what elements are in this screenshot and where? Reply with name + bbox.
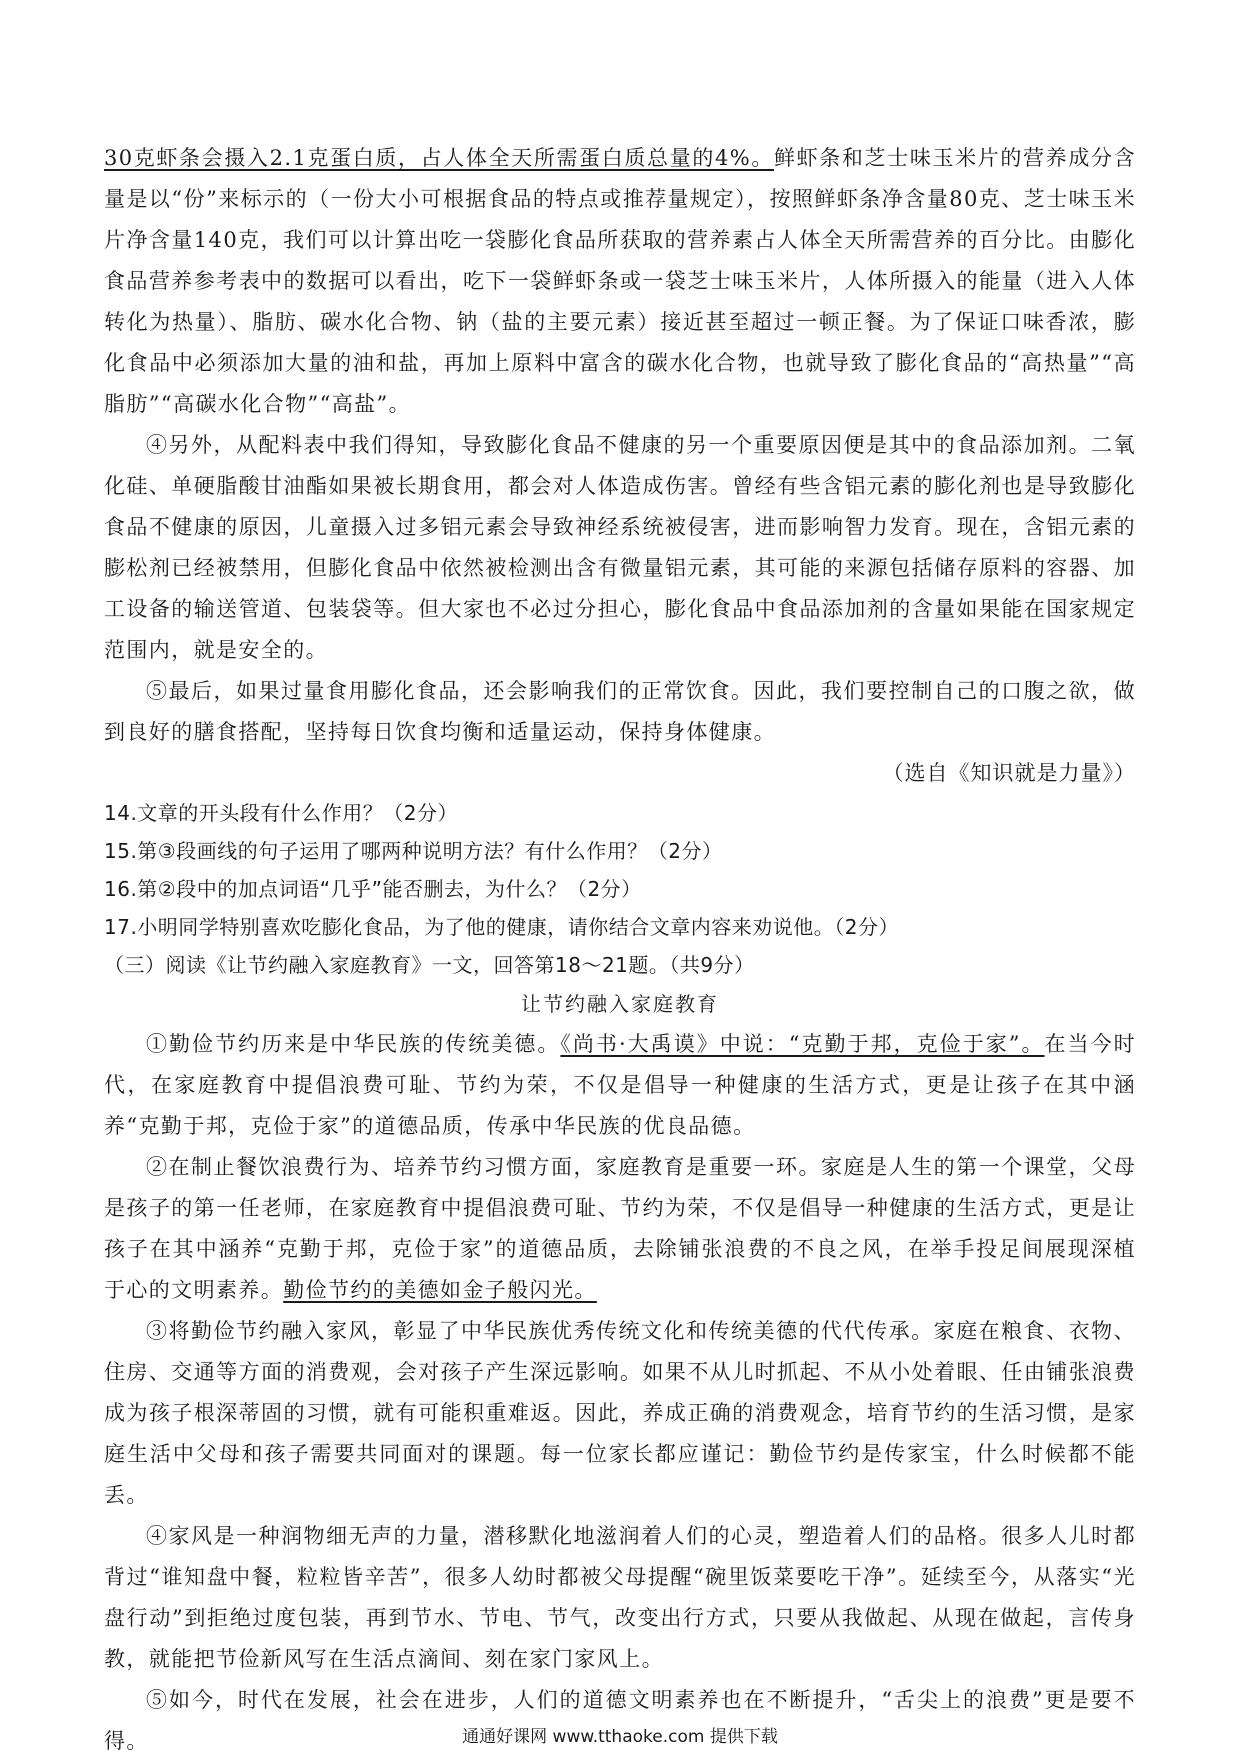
underlined-quote: 《尚书·大禹谟》中说：“克勤于邦，克俭于家”。 bbox=[560, 1032, 1045, 1056]
passage1-paragraph-4: ④另外，从配料表中我们得知，导致膨化食品不健康的另一个重要原因便是其中的食品添加剂。二氧化硅、单硬脂酸甘油酯如果被长期食用，都会对人体造成伤害。曾经有些含铝元素的膨化剂也是导致膨化食品不健康的原因，儿童摄入过多铝元素会导致神经系统被侵害，进而影响智力发育。现在，含铝元素的膨松剂已经被禁用，但膨化食品中依然被检测出含有微量铝元素，其可能的来源包括储存原料的容器、加工设备的输送管道、包装袋等。但大家也不必过分担心，膨化食品中食品添加剂的含量如果能在国家规定范围内，就是安全的。 bbox=[104, 433, 1136, 662]
paragraph-1-rest: 在当今时代，在家庭教育中提倡浪费可耻、节约为荣，不仅是倡导一种健康的生活方式，更是让孩子在其中涵养“克勤于邦，克俭于家”的道德品质，传承中华民族的优良品德。 bbox=[104, 1032, 1136, 1138]
paragraph-2-main: ②在制止餐饮浪费行为、培养节约习惯方面，家庭教育是重要一环。家庭是人生的第一个课堂，父母是孩子的第一任老师，在家庭教育中提倡浪费可耻、节约为荣，不仅是倡导一种健康的生活方式，更是让孩子在其中涵养“克勤于邦，克俭于家”的道德品质，去除铺张浪费的不良之风，在举手投足间展现深植于心的文明素养。 bbox=[104, 1155, 1136, 1302]
article-paragraph-2 bbox=[104, 1147, 1136, 1311]
article-paragraph-5: ⑤如今，时代在发展，社会在进步，人们的道德文明素养也在不断提升，“舌尖上的浪费”更是要不得。 bbox=[104, 1688, 1136, 1753]
article-paragraph-3: ③将勤俭节约融入家风，彰显了中华民族优秀传统文化和传统美德的代代传承。家庭在粮食、衣物、住房、交通等方面的消费观，会对孩子产生深远影响。如果不从儿时抓起、不从小处着眼、任由铺张浪费成为孩子根深蒂固的习惯，就有可能积重难返。因此，养成正确的消费观念，培育节约的生活习惯，是家庭生活中父母和孩子需要共同面对的课题。每一位家长都应谨记：勤俭节约是传家宝，什么时候都不能丢。 bbox=[104, 1319, 1136, 1507]
page-footer: 通通好课网 www.tthaoke.com 提供下载 bbox=[462, 1727, 778, 1747]
paragraph-1-start: ①勤俭节约历来是中华民族的传统美德。 bbox=[146, 1032, 561, 1056]
question-17: 17.小明同学特别喜欢吃膨化食品，为了他的健康，请你结合文章内容来劝说他。（2分） bbox=[104, 915, 900, 939]
underlined-metaphor: 勤俭节约的美德如金子般闪光。 bbox=[283, 1278, 597, 1302]
section-3-heading: （三）阅读《让节约融入家庭教育》一文，回答第18～21题。（共9分） bbox=[104, 953, 755, 977]
article-paragraph-4: ④家风是一种润物细无声的力量，潜移默化地滋润着人们的心灵，塑造着人们的品格。很多人儿时都背过“谁知盘中餐，粒粒皆辛苦”，很多人幼时都被父母提醒“碗里饭菜要吃干净”。延续至今，从落实“光盘行动”到拒绝过度包装，再到节水、节电、节气，改变出行方式，只要从我做起、从现在做起，言传身教，就能把节俭新风写在生活点滴间、刻在家门家风上。 bbox=[104, 1524, 1136, 1671]
question-15: 15.第③段画线的句子运用了哪两种说明方法？有什么作用？（2分） bbox=[104, 839, 723, 863]
question-14: 14.文章的开头段有什么作用？（2分） bbox=[104, 801, 459, 825]
source-citation: （选自《知识就是力量》） bbox=[882, 761, 1136, 785]
article-title: 让节约融入家庭教育 bbox=[521, 992, 719, 1016]
underlined-sentence: 30克虾条会摄入2.1克蛋白质，占人体全天所需蛋白质总量的4%。 bbox=[104, 146, 774, 170]
paragraph-3-rest: 鲜虾条和芝士味玉米片的营养成分含量是以“份”来标示的（一份大小可根据食品的特点或推荐量规定），按照鲜虾条净含量80克、芝士味玉米片净含量140克，我们可以计算出吃一袋膨化食品所获取的营养素占人体全天所需营养的百分比。由膨化食品营养参考表中的数据可以看出，吃下一袋鲜虾条或一袋芝士味玉米片，人体所摄入的能量（进入人体转化为热量）、脂肪、碳水化合物、钠（盐的主要元素）接近甚至超过一顿正餐。为了保证口味香浓，膨化食品中必须添加大量的油和盐，再加上原料中富含的碳水化合物，也就导致了膨化食品的“高热量”“高脂肪”“高碳水化合物”“高盐”。 bbox=[104, 146, 1136, 416]
document-page bbox=[104, 138, 1136, 1762]
passage1-paragraph-5: ⑤最后，如果过量食用膨化食品，还会影响我们的正常饮食。因此，我们要控制自己的口腹之欲，做到良好的膳食搭配，坚持每日饮食均衡和适量运动，保持身体健康。 bbox=[104, 679, 1136, 744]
article-paragraph-1 bbox=[104, 1024, 1136, 1147]
question-16: 16.第②段中的加点词语“几乎”能否删去，为什么？（2分） bbox=[104, 877, 642, 901]
passage1-paragraph-3 bbox=[104, 138, 1136, 425]
